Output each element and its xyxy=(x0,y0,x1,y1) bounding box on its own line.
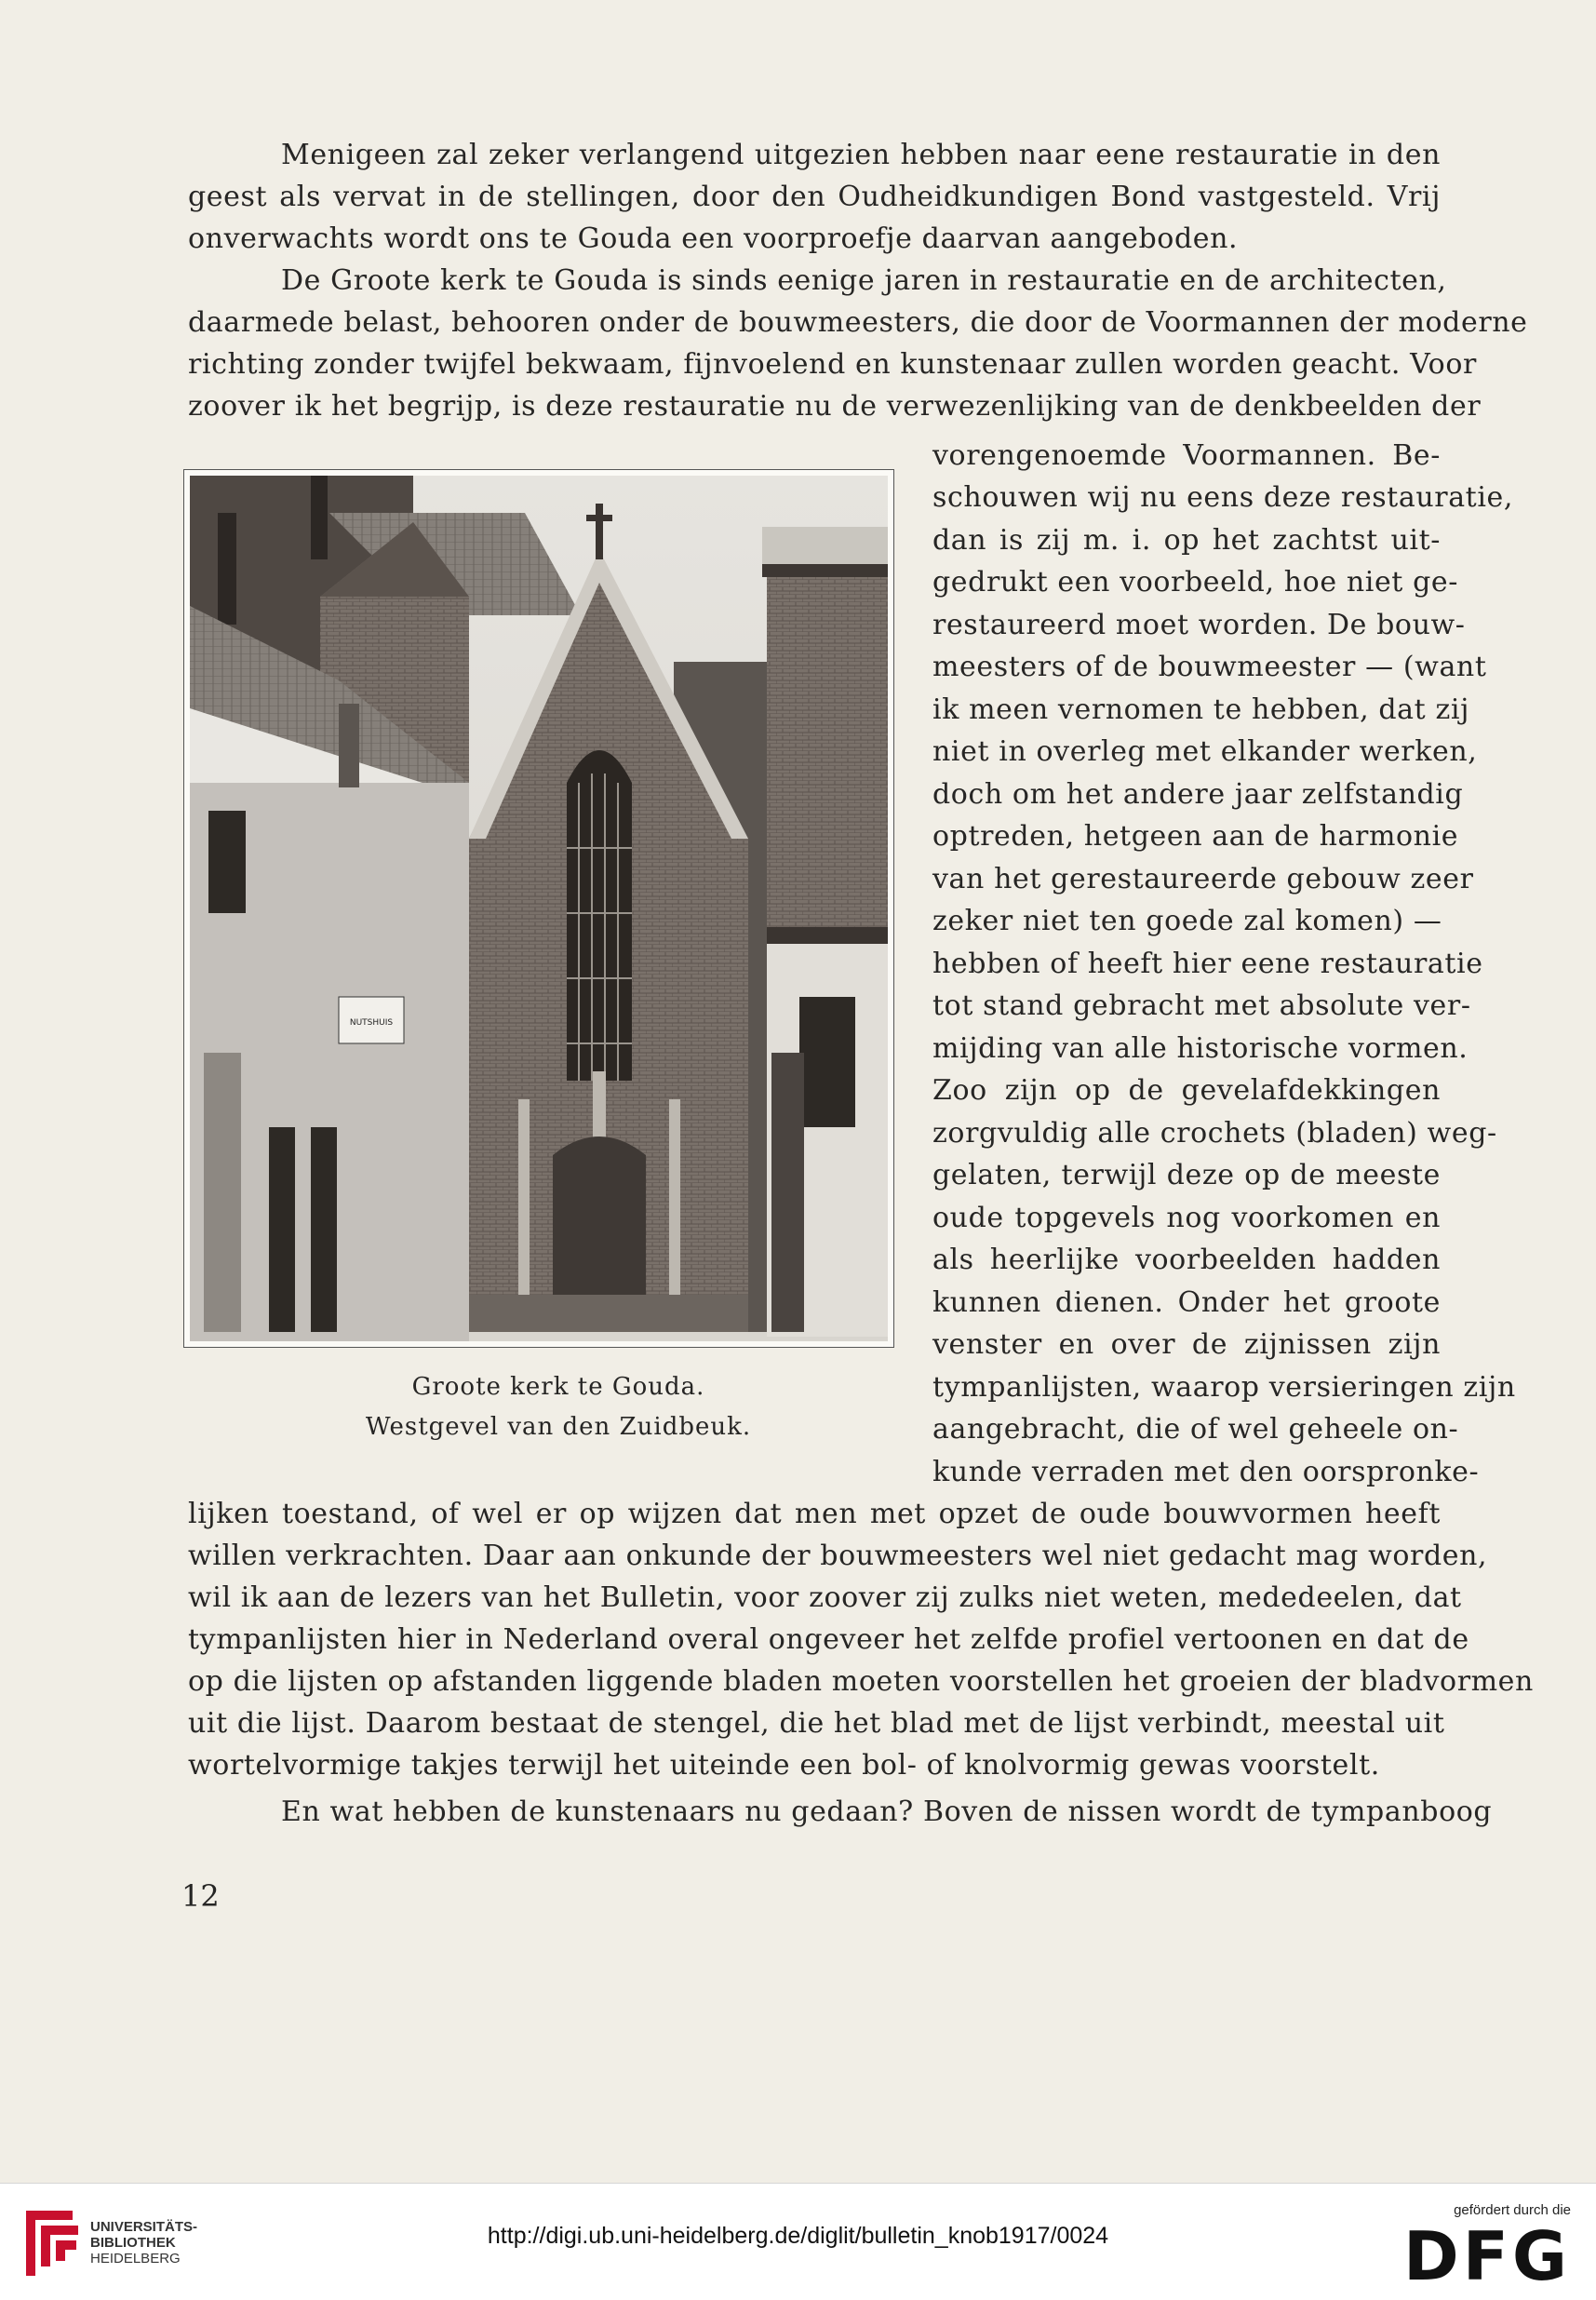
text-line: van het gerestaureerde gebouw zeer xyxy=(932,863,1474,895)
facade-sign: NUTSHUIS xyxy=(349,1018,394,1028)
church-photograph xyxy=(183,469,894,1348)
text-line: venster en over de zijnissen zijn xyxy=(932,1328,1441,1361)
text-line: niet in overleg met elkander werken, xyxy=(932,735,1478,768)
text-line: wortelvormige takjes terwijl het uiteinde een bol- of knolvormig gewas voorstelt. xyxy=(188,1749,1380,1782)
permalink-url[interactable]: http://digi.ub.uni-heidelberg.de/diglit/bulletin_knob1917/0024 xyxy=(487,2223,1109,2249)
library-name-line: HEIDELBERG xyxy=(90,2251,181,2266)
photo-caption-title: Groote kerk te Gouda. xyxy=(411,1373,705,1401)
text-line: schouwen wij nu eens deze restauratie, xyxy=(932,481,1514,514)
text-line: vorengenoemde Voormannen. Be- xyxy=(932,439,1441,472)
text-line: willen verkrachten. Daar aan onkunde der bouwmeesters wel niet gedacht mag worden, xyxy=(188,1540,1488,1572)
text-line: uit die lijst. Daarom bestaat de stengel, die het blad met de lijst verbindt, meestal uit xyxy=(188,1707,1445,1740)
funding-note: gefördert durch die xyxy=(1454,2202,1571,2218)
text-line: meesters of de bouwmeester — (want xyxy=(932,651,1487,683)
text-line: geest als vervat in de stellingen, door den Oudheidkundigen Bond vastgesteld. Vrij xyxy=(188,181,1441,213)
dfg-logo: DFG xyxy=(1402,2217,1571,2295)
text-line: En wat hebben de kunstenaars nu gedaan? Boven de nissen wordt de tympanboog xyxy=(281,1796,1493,1828)
library-name-line: BIBLIOTHEK xyxy=(90,2235,176,2251)
digitization-footer xyxy=(0,2183,1596,2300)
text-line: kunnen dienen. Onder het groote xyxy=(932,1286,1441,1319)
text-line: lijken toestand, of wel er op wijzen dat men met opzet de oude bouwvormen heeft xyxy=(188,1498,1441,1530)
text-line: richting zonder twijfel bekwaam, fijnvoelend en kunstenaar zullen worden geacht. Voor xyxy=(188,348,1477,381)
text-line: Zoo zijn op de gevelafdekkingen xyxy=(932,1074,1441,1107)
text-line: aangebracht, die of wel geheele on- xyxy=(932,1413,1459,1446)
text-line: zoover ik het begrijp, is deze restauratie nu de verwezenlijking van de denkbeelden der xyxy=(188,390,1482,423)
text-line: kunde verraden met den oorspronke- xyxy=(932,1456,1480,1488)
text-line: als heerlijke voorbeelden hadden xyxy=(932,1244,1441,1276)
text-line: tympanlijsten, waarop versieringen zijn xyxy=(932,1371,1516,1404)
page-number: 12 xyxy=(181,1878,220,1914)
text-line: op die lijsten op afstanden liggende bladen moeten voorstellen het groeien der bladvormen xyxy=(188,1665,1534,1698)
text-line: gedrukt een voorbeeld, hoe niet ge- xyxy=(932,566,1458,599)
text-line: oude topgevels nog voorkomen en xyxy=(932,1202,1441,1234)
photo-caption-subtitle: Westgevel van den Zuidbeuk. xyxy=(365,1413,752,1441)
text-line: Menigeen zal zeker verlangend uitgezien hebben naar eene restauratie in den xyxy=(281,139,1441,171)
text-line: ik meen vernomen te hebben, dat zij xyxy=(932,693,1469,726)
text-line: mijding van alle historische vormen. xyxy=(932,1032,1469,1065)
text-line: tympanlijsten hier in Nederland overal ongeveer het zelfde profiel vertoonen en dat de xyxy=(188,1623,1469,1656)
text-line: daarmede belast, behooren onder de bouwmeesters, die door de Voormannen der moderne xyxy=(188,306,1528,339)
text-line: hebben of heeft hier eene restauratie xyxy=(932,948,1483,980)
text-line: optreden, hetgeen aan de harmonie xyxy=(932,820,1459,853)
text-line: zorgvuldig alle crochets (bladen) weg- xyxy=(932,1117,1497,1150)
text-line: zeker niet ten goede zal komen) — xyxy=(932,905,1442,937)
text-line: wil ik aan de lezers van het Bulletin, voor zoover zij zulks niet weten, mededeelen, dat xyxy=(188,1581,1462,1614)
text-line: restaureerd moet worden. De bouw- xyxy=(932,609,1466,641)
library-name-line: UNIVERSITÄTS- xyxy=(90,2219,198,2235)
church-facade-illustration xyxy=(190,476,888,1341)
text-line: dan is zij m. i. op het zachtst uit- xyxy=(932,524,1441,557)
text-line: gelaten, terwijl deze op de meeste xyxy=(932,1159,1441,1191)
text-line: tot stand gebracht met absolute ver- xyxy=(932,989,1471,1022)
text-line: De Groote kerk te Gouda is sinds eenige jaren in restauratie en de architecten, xyxy=(281,264,1447,297)
text-line: doch om het andere jaar zelfstandig xyxy=(932,778,1464,811)
text-line: onverwachts wordt ons te Gouda een voorproefje daarvan aangeboden. xyxy=(188,222,1239,255)
